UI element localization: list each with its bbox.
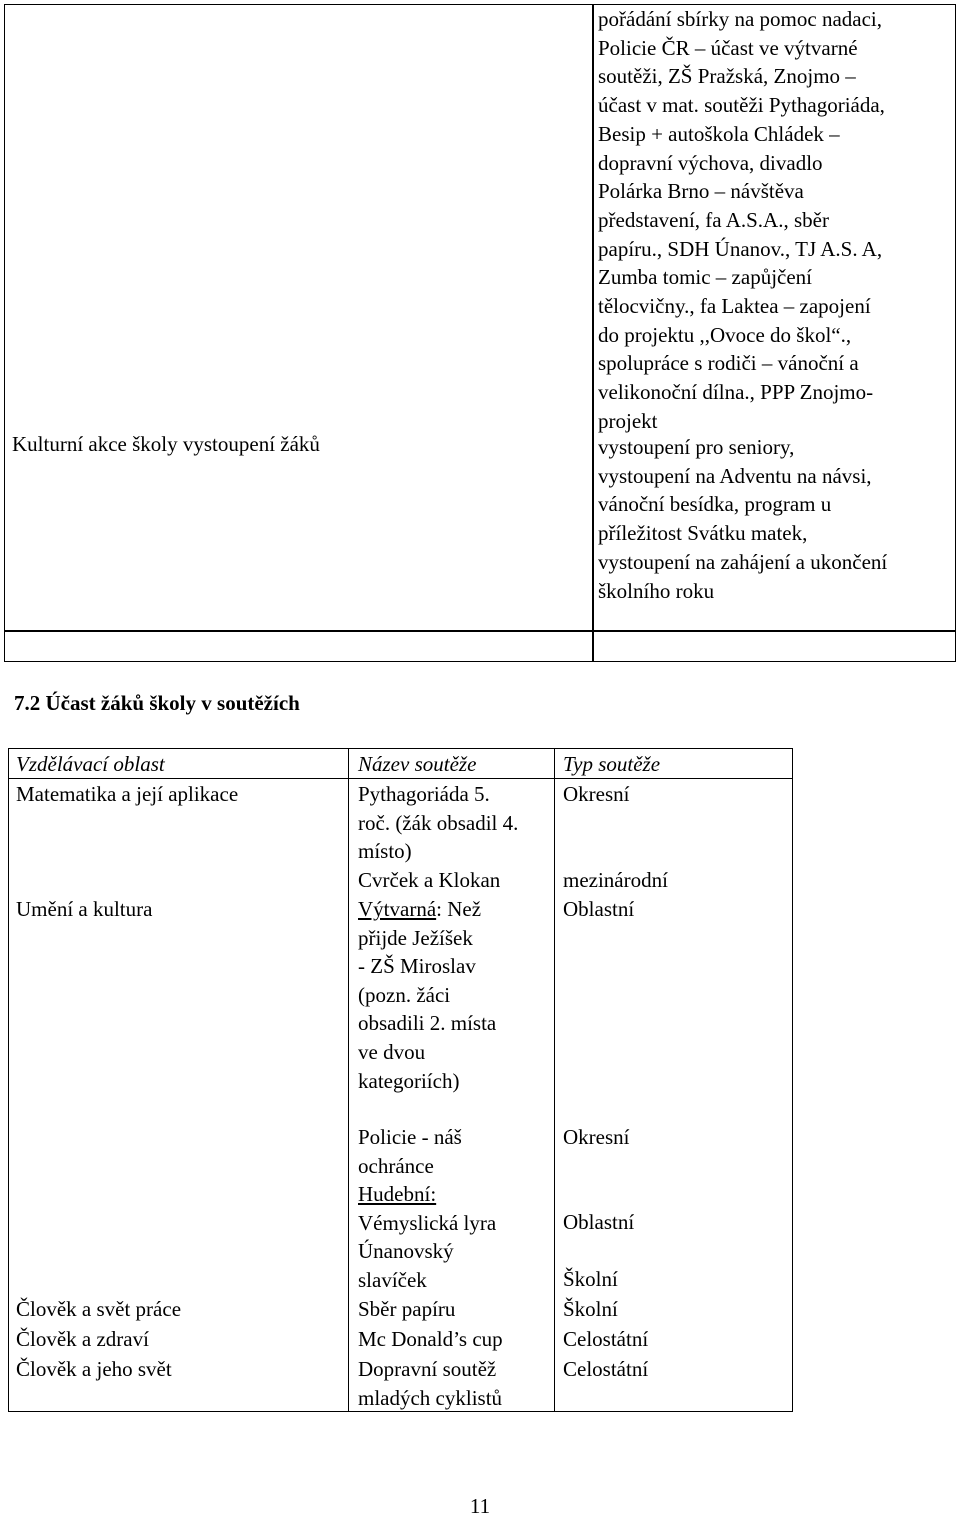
text-line: ochránce bbox=[358, 1153, 434, 1178]
text-line: projekt bbox=[598, 408, 658, 433]
name-cell bbox=[358, 1123, 496, 1295]
text-line: představení, fa A.S.A., sběr bbox=[598, 207, 829, 232]
category-label: Kulturní akce školy vystoupení žáků bbox=[12, 432, 320, 456]
column-divider bbox=[348, 749, 349, 1411]
name-cell bbox=[358, 1355, 502, 1412]
text-line: Policie - náš bbox=[358, 1125, 462, 1149]
text-line: Vémyslická lyra bbox=[358, 1210, 497, 1235]
type-cell: Školní bbox=[563, 1267, 618, 1291]
text-line: vánoční besídka, program u bbox=[598, 492, 832, 517]
text-line: Výtvarná: Než bbox=[358, 897, 482, 921]
area-cell: Člověk a jeho svět bbox=[16, 1357, 172, 1381]
text-line: do projektu ,,Ovoce do škol“., bbox=[598, 322, 852, 347]
type-cell: Okresní bbox=[563, 782, 630, 806]
text-line: kategoriích) bbox=[358, 1068, 460, 1093]
header-area: Vzdělávací oblast bbox=[16, 752, 165, 776]
text-line: místo) bbox=[358, 839, 412, 864]
text-line: slavíček bbox=[358, 1267, 427, 1292]
type-cell: Oblastní bbox=[563, 1210, 635, 1234]
text-line: dopravní výchova, divadlo bbox=[598, 150, 823, 175]
text-line: soutěži, ZŠ Pražská, Znojmo – bbox=[598, 64, 856, 89]
text-line: Polárka Brno – návštěva bbox=[598, 179, 804, 204]
name-cell bbox=[358, 895, 496, 1095]
text-line: pořádání sbírky na pomoc nadaci, bbox=[598, 7, 882, 31]
text-line: příležitost Svátku matek, bbox=[598, 521, 808, 546]
activities-table-empty-right-cell bbox=[592, 630, 956, 662]
area-cell: Člověk a zdraví bbox=[16, 1327, 149, 1351]
text-line: velikonoční dílna., PPP Znojmo- bbox=[598, 380, 874, 405]
text-line: Únanovský bbox=[358, 1239, 454, 1264]
text-line: vystoupení pro seniory, bbox=[598, 435, 795, 459]
area-cell: Člověk a svět práce bbox=[16, 1297, 182, 1321]
text-line: roč. (žák obsadil 4. bbox=[358, 810, 519, 835]
text-line: Policie ČR – účast ve výtvarné bbox=[598, 35, 858, 60]
column-divider bbox=[554, 749, 555, 1411]
text-line: (pozn. žáci bbox=[358, 982, 451, 1007]
text-line: vystoupení na zahájení a ukončení bbox=[598, 549, 888, 574]
text-line: přijde Ježíšek bbox=[358, 925, 473, 950]
page-number: 11 bbox=[469, 1494, 491, 1518]
text-line: mladých cyklistů bbox=[358, 1385, 503, 1410]
cooperation-text bbox=[598, 5, 948, 436]
text-line: Zumba tomic – zapůjčení bbox=[598, 265, 813, 290]
text-line: Cvrček a Klokan bbox=[358, 867, 501, 892]
text-line: Besip + autoškola Chládek – bbox=[598, 121, 840, 146]
type-cell: Celostátní bbox=[563, 1327, 649, 1351]
text-line: školního roku bbox=[598, 578, 715, 603]
text-line: účast v mat. soutěži Pythagoriáda, bbox=[598, 93, 885, 118]
text-line: Hudební: bbox=[358, 1182, 437, 1207]
text-line: papíru., SDH Únanov., TJ A.S. A, bbox=[598, 236, 883, 261]
name-cell bbox=[358, 780, 518, 894]
text-line: ve dvou bbox=[358, 1039, 426, 1064]
area-cell: Matematika a její aplikace bbox=[16, 782, 239, 806]
type-cell: Okresní bbox=[563, 1125, 630, 1149]
underlined-prefix: Výtvarná bbox=[358, 897, 437, 921]
activities-table-empty-left-cell bbox=[4, 630, 594, 662]
activities-table-left-cell bbox=[4, 4, 594, 632]
text-line: obsadili 2. místa bbox=[358, 1011, 497, 1036]
header-type: Typ soutěže bbox=[563, 752, 661, 776]
text-line: tělocvičny., fa Laktea – zapojení bbox=[598, 294, 871, 319]
type-cell: mezinárodní bbox=[563, 868, 668, 892]
name-cell: Mc Donald’s cup bbox=[358, 1327, 503, 1351]
section-heading: 7.2 Účast žáků školy v soutěžích bbox=[14, 691, 300, 715]
text-line: Dopravní soutěž bbox=[358, 1357, 497, 1381]
area-cell: Umění a kultura bbox=[16, 897, 153, 921]
header-name: Název soutěže bbox=[358, 752, 477, 776]
performances-text bbox=[598, 433, 948, 605]
text-line: vystoupení na Adventu na návsi, bbox=[598, 463, 872, 488]
name-cell: Sběr papíru bbox=[358, 1297, 456, 1321]
type-cell: Školní bbox=[563, 1297, 618, 1321]
text-line: spolupráce s rodiči – vánoční a bbox=[598, 351, 859, 376]
text-line: Pythagoriáda 5. bbox=[358, 782, 490, 806]
text-line: - ZŠ Miroslav bbox=[358, 954, 476, 979]
type-cell: Celostátní bbox=[563, 1357, 649, 1381]
type-cell: Oblastní bbox=[563, 897, 635, 921]
